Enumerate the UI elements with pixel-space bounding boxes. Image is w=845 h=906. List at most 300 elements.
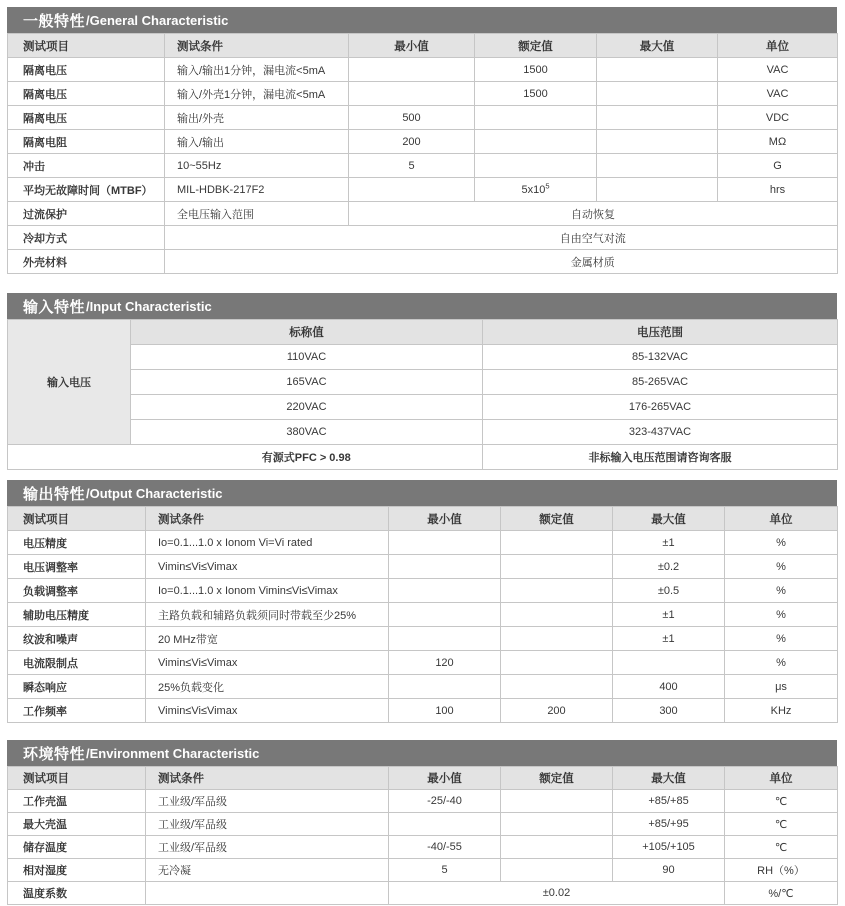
cell-text: G [773,159,782,172]
cell-text: 电压精度 [23,537,67,550]
table-cell [131,420,483,445]
section-environment [7,740,837,905]
cell-text: 85-132VAC [631,351,689,363]
cell-text: Io=0.1...1.0 x Ionom Vimin≤Vi≤Vimax [158,584,338,597]
table-cell [613,699,725,723]
cell-text: VAC [766,63,789,76]
table-cell [475,58,597,82]
table-row [8,507,838,531]
cell-text: 测试条件 [177,40,223,53]
cell-text: 最大值 [651,513,686,526]
cell-text: 无冷凝 [158,865,191,877]
table-cell [501,767,613,790]
cell-text: 测试条件 [158,773,204,785]
table-cell [389,699,501,723]
table-cell [389,507,501,531]
table-cell [165,34,349,58]
table-cell [725,813,838,836]
section-title-zh: 输出特性 [23,485,86,503]
table-cell [483,395,838,420]
table-cell [483,445,838,470]
section-title-zh: 一般特性 [23,12,86,30]
table-cell [613,790,725,813]
table-cell [389,579,501,603]
cell-text: 电压范围 [637,327,683,339]
table-cell [8,82,165,106]
table-cell [718,130,838,154]
cell-text: 380VAC [286,426,327,438]
table-cell [165,202,349,226]
cell-text: % [776,608,786,621]
table-cell [8,130,165,154]
cell-text: 400 [659,680,678,693]
table-cell [725,651,838,675]
cell-superscript: 5 [545,180,550,190]
table-row [8,82,838,106]
cell-text: 1500 [523,87,548,100]
table-cell [8,699,146,723]
section-title-bar [7,480,837,506]
table-row [8,813,838,836]
table-cell [349,130,475,154]
section-title-bar [7,293,837,319]
table-cell [349,58,475,82]
cell-text: 平均无故障时间（MTBF） [23,184,153,197]
cell-text: MIL-HDBK-217F2 [177,183,265,196]
table-cell [8,836,146,859]
table-cell [8,178,165,202]
table-cell [146,859,389,882]
cell-text: 输入/外壳1分钟，漏电流<5mA [177,88,326,101]
table-cell [8,154,165,178]
table-cell [131,345,483,370]
table-cell [8,507,146,531]
cell-text: 测试项目 [23,773,69,785]
table-cell [501,627,613,651]
cell-text: 200 [547,704,566,717]
table-cell [725,675,838,699]
table-row [8,603,838,627]
cell-text: +85/+85 [648,795,689,807]
cell-text: ±0.2 [657,560,680,573]
table-cell [501,579,613,603]
table-cell [718,82,838,106]
table-cell [389,790,501,813]
cell-text: 相对湿度 [23,865,67,877]
cell-text: 工作频率 [23,705,67,718]
table-row [8,130,838,154]
cell-text: 输入电压 [47,377,91,389]
cell-text: 10~55Hz [177,159,222,172]
table-cell [146,651,389,675]
cell-text: 冲击 [23,160,45,173]
cell-text: +105/+105 [642,841,695,853]
table-cell [349,202,838,226]
cell-text: % [776,632,786,645]
table-cell [8,250,165,274]
cell-text: 90 [662,864,675,876]
table-cell [718,106,838,130]
table-cell [597,178,718,202]
cell-text: 输出/外壳 [177,112,225,125]
table-cell [613,675,725,699]
cell-text: -25/-40 [427,795,462,807]
table-cell [131,370,483,395]
cell-text: 500 [402,111,421,124]
table-cell [501,555,613,579]
cell-text: 最大值 [651,773,686,785]
table-cell [8,445,131,470]
table-cell [8,651,146,675]
cell-text: 隔离电阻 [23,136,67,149]
table-cell [501,531,613,555]
table-cell [475,130,597,154]
cell-text: 200 [402,135,421,148]
table-cell [165,178,349,202]
table-cell [597,106,718,130]
table-cell [389,555,501,579]
cell-text: 测试条件 [158,513,204,526]
cell-text: 瞬态响应 [23,681,67,694]
table-cell [725,859,838,882]
table-cell [146,675,389,699]
table-cell [475,178,597,202]
table-cell [349,154,475,178]
table-cell [613,859,725,882]
spec-table-output [7,506,838,723]
cell-text: 最小值 [394,40,429,53]
table-row [8,579,838,603]
table-cell [389,767,501,790]
section-general [7,7,837,274]
table-row [8,699,838,723]
table-row [8,58,838,82]
cell-text: Vimin≤Vi≤Vimax [158,704,238,717]
cell-text: %/℃ [768,887,794,900]
cell-text: ±1 [662,632,675,645]
cell-text: 单位 [769,773,793,785]
table-row [8,226,838,250]
table-cell [8,579,146,603]
table-cell [501,859,613,882]
cell-text: 100 [435,704,454,717]
table-cell [501,699,613,723]
table-cell [718,154,838,178]
table-cell [475,82,597,106]
table-row [8,420,838,445]
section-title-en: /Output Characteristic [86,485,223,501]
cell-text: 测试项目 [23,513,69,526]
cell-text: 额定值 [539,513,574,526]
cell-text: 过流保护 [23,208,67,221]
cell-text: 电流限制点 [23,657,78,670]
cell-text: 165VAC [286,376,327,388]
table-cell [475,106,597,130]
cell-text: 最大值 [639,40,675,53]
table-cell [613,507,725,531]
cell-text: % [776,560,786,573]
table-cell [389,651,501,675]
table-cell [613,555,725,579]
table-row [8,675,838,699]
section-title-zh: 环境特性 [23,745,86,763]
cell-text: 金属材质 [570,256,615,269]
table-row [8,790,838,813]
table-cell [475,34,597,58]
table-cell [613,767,725,790]
table-cell [597,34,718,58]
table-row [8,555,838,579]
cell-text: ℃ [774,795,788,808]
table-row [8,882,838,905]
table-cell [8,767,146,790]
cell-text: 标称值 [289,327,324,339]
table-row [8,106,838,130]
cell-text: 有源式PFC > 0.98 [261,452,351,464]
section-title-bar [7,7,837,33]
table-cell [131,445,483,470]
cell-text: 最小值 [427,513,462,526]
cell-text: 最小值 [427,773,462,785]
table-cell [501,675,613,699]
table-cell [8,34,165,58]
cell-text: 工作壳温 [23,796,67,808]
table-cell [597,130,718,154]
table-cell [725,836,838,859]
table-cell [613,813,725,836]
table-cell [8,675,146,699]
table-cell [475,154,597,178]
table-cell [389,603,501,627]
table-cell [501,603,613,627]
table-cell [725,882,838,905]
table-cell [389,813,501,836]
cell-text: hrs [769,183,786,196]
table-cell [718,178,838,202]
cell-text: RH（%） [757,865,805,877]
table-row [8,531,838,555]
table-cell [483,320,838,345]
table-cell [165,250,349,274]
table-cell [146,699,389,723]
cell-text: 额定值 [518,40,553,53]
cell-text: VAC [766,87,789,100]
cell-text: 非标输入电压范围请咨询客服 [588,452,732,464]
table-cell [8,813,146,836]
table-cell [8,555,146,579]
table-cell [146,603,389,627]
cell-text: 全电压输入范围 [177,208,254,221]
cell-text: 120 [435,656,454,669]
table-cell [146,813,389,836]
table-row [8,178,838,202]
cell-text: 工业级/军品级 [158,819,228,831]
table-cell [8,202,165,226]
table-cell [8,603,146,627]
cell-text: 5 [441,864,448,876]
table-cell [718,34,838,58]
cell-text: 单位 [769,513,793,526]
table-cell [146,531,389,555]
cell-text: 单位 [766,40,789,53]
table-cell [389,836,501,859]
table-row [8,370,838,395]
table-cell [146,836,389,859]
cell-text: 176-265VAC [628,401,692,413]
cell-text: Vimin≤Vi≤Vimax [158,656,238,669]
cell-text: MΩ [768,135,787,148]
table-cell [349,178,475,202]
table-cell [131,395,483,420]
table-cell [8,106,165,130]
table-cell [8,531,146,555]
table-cell [8,859,146,882]
table-cell [8,882,146,905]
table-cell [613,627,725,651]
table-cell [389,859,501,882]
cell-text: Vimin≤Vi≤Vimax [158,560,238,573]
cell-text: 5x10 [521,183,546,196]
table-cell [349,34,475,58]
cell-text: Io=0.1...1.0 x Ionom Vi=Vi rated [158,536,313,549]
table-cell [725,699,838,723]
table-row [8,34,838,58]
table-row [8,627,838,651]
table-row [8,345,838,370]
cell-text: 辅助电压精度 [23,609,89,622]
cell-text: 5 [408,159,415,172]
table-cell [483,370,838,395]
cell-text: ℃ [774,818,788,831]
cell-text: 主路负载和辅路负载须同时带载至少25% [158,609,357,622]
section-output [7,480,837,723]
cell-text: 负载调整率 [23,585,78,598]
table-row [8,320,838,345]
table-cell [8,790,146,813]
cell-text: 1500 [523,63,548,76]
table-cell [349,250,838,274]
cell-text: VDC [765,111,790,124]
cell-text: 工业级/军品级 [158,796,228,808]
table-row [8,250,838,274]
table-cell [165,226,349,250]
table-cell [725,507,838,531]
table-cell [349,226,838,250]
table-row [8,445,838,470]
cell-text: 隔离电压 [23,112,67,125]
cell-text: 电压调整率 [23,561,78,574]
cell-text: 85-265VAC [631,376,689,388]
table-cell [165,154,349,178]
cell-text: 自由空气对流 [559,232,626,245]
cell-text: 外壳材料 [23,256,67,269]
table-cell [165,130,349,154]
cell-text: ±1 [662,608,675,621]
table-cell [8,58,165,82]
cell-text: KHz [770,704,792,717]
section-title-en: /Environment Characteristic [86,745,260,761]
table-cell [165,106,349,130]
cell-text: % [776,584,786,597]
cell-text: 纹波和噪声 [23,633,78,646]
cell-text: 323-437VAC [628,426,692,438]
table-row [8,836,838,859]
cell-text: 储存温度 [23,842,67,854]
cell-text: +85/+95 [648,818,689,830]
table-row [8,395,838,420]
cell-text: ±0.02 [542,887,571,899]
table-cell [131,320,483,345]
cell-text: 输入/输出 [177,136,225,149]
table-cell [389,675,501,699]
table-cell [483,420,838,445]
cell-text: ±0.5 [657,584,680,597]
table-cell [501,836,613,859]
cell-text: -40/-55 [427,841,462,853]
table-cell [501,507,613,531]
table-row [8,154,838,178]
table-cell [146,507,389,531]
table-row [8,202,838,226]
table-cell [613,579,725,603]
table-row [8,859,838,882]
cell-text: ℃ [774,841,788,854]
table-cell [146,767,389,790]
cell-text: 工业级/军品级 [158,842,228,854]
table-cell [349,106,475,130]
table-cell [725,767,838,790]
table-cell [483,345,838,370]
table-cell [597,82,718,106]
table-cell [501,790,613,813]
cell-text: % [776,536,786,549]
cell-text: 自动恢复 [571,208,615,221]
cell-text: 220VAC [286,401,327,413]
table-cell [146,579,389,603]
cell-text: 额定值 [539,773,574,785]
section-title-en: /General Characteristic [86,12,229,28]
cell-text: 110VAC [286,351,327,363]
table-cell [725,531,838,555]
table-cell [146,627,389,651]
table-cell [146,882,389,905]
cell-text: μs [775,680,787,693]
cell-text: 测试项目 [23,40,69,53]
table-cell [8,320,131,445]
table-cell [725,603,838,627]
table-cell [165,82,349,106]
spec-table-general [7,33,838,274]
table-cell [718,58,838,82]
table-cell [725,555,838,579]
cell-text: 20 MHz带宽 [158,633,218,646]
cell-text: 300 [659,704,678,717]
table-cell [597,154,718,178]
table-cell [725,627,838,651]
section-input [7,293,837,470]
table-cell [389,531,501,555]
cell-text: 输入/输出1分钟，漏电流<5mA [177,64,326,77]
table-cell [501,813,613,836]
cell-text: 隔离电压 [23,64,67,77]
cell-text: 25%负载变化 [158,681,225,694]
table-cell [613,836,725,859]
table-cell [165,58,349,82]
table-cell [146,790,389,813]
cell-text: 冷却方式 [23,232,67,245]
spec-table-environment [7,766,838,905]
table-cell [613,531,725,555]
